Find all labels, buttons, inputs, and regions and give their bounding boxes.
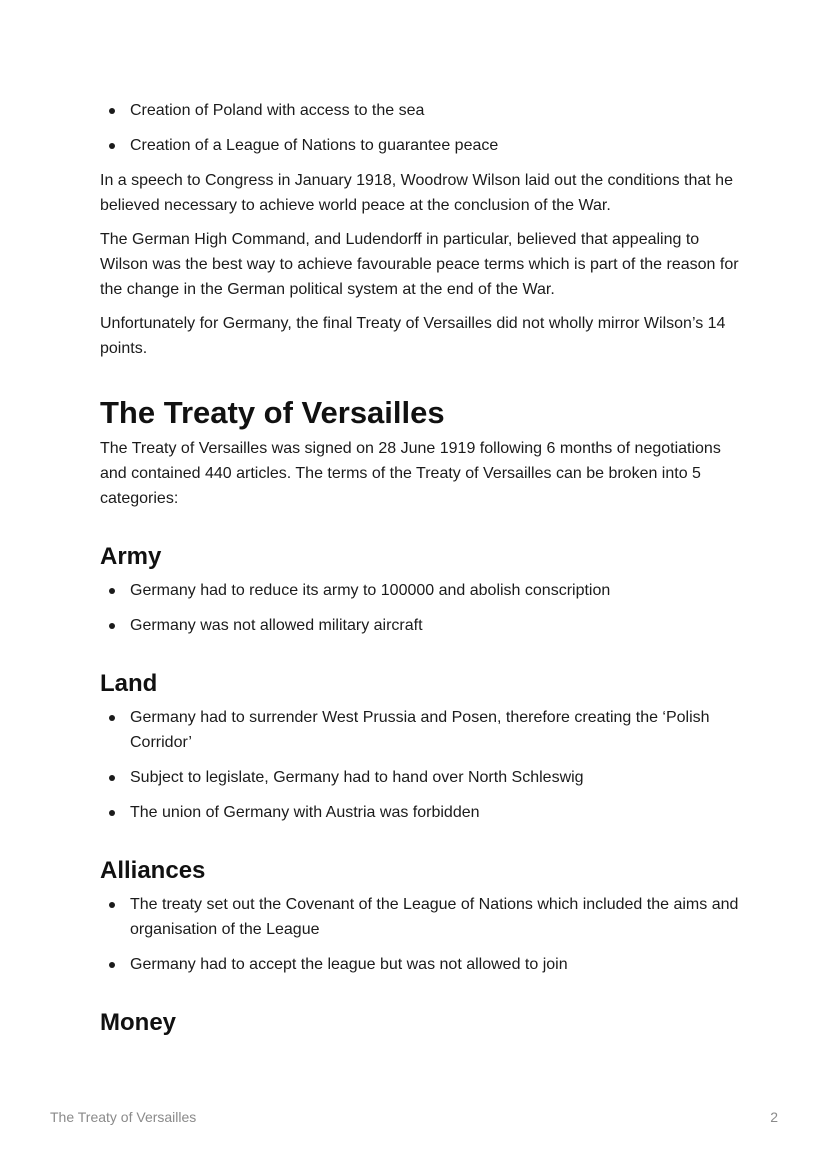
bullet-icon [109,143,115,149]
list-item: The union of Germany with Austria was forbidden [100,800,740,825]
bullet-icon [109,962,115,968]
bullet-icon [109,902,115,908]
subheading-money: Money [100,1009,177,1036]
bullet-icon [109,775,115,781]
list-item: Germany had to reduce its army to 100000 and abolish conscription [100,578,740,603]
land-bullet-list [100,705,740,825]
bullet-icon [109,715,115,721]
army-bullet-list [100,578,740,638]
intro-bullet-list [100,98,740,158]
document-body [100,98,740,1044]
bullet-icon [109,810,115,816]
list-item: Creation of a League of Nations to guarantee peace [100,133,740,158]
subheading-army: Army [100,543,162,570]
paragraph-treaty-mirror: Unfortunately for Germany, the final Treaty of Versailles did not wholly mirror Wilson’s 14 points. [100,315,726,357]
footer-document-title: The Treaty of Versailles [50,1109,197,1125]
list-item: Creation of Poland with access to the sea [100,98,740,123]
list-item: Germany was not allowed military aircraft [100,613,740,638]
alliances-bullet-list [100,892,740,977]
footer-page-number: 2 [770,1109,778,1125]
list-item: Subject to legislate, Germany had to hand over North Schleswig [100,765,740,790]
list-item: Germany had to accept the league but was not allowed to join [100,952,740,977]
list-item: Germany had to surrender West Prussia and Posen, therefore creating the ‘Polish Corridor’ [100,705,740,755]
list-item: The treaty set out the Covenant of the League of Nations which included the aims and organisation of the League [100,892,740,942]
paragraph-wilson-speech: In a speech to Congress in January 1918, Woodrow Wilson laid out the conditions that he believed necessary to achieve world peace at the conclusion of the War. [100,172,733,214]
bullet-icon [109,108,115,114]
bullet-icon [109,588,115,594]
paragraph-german-high-command: The German High Command, and Ludendorff in particular, believed that appealing to Wilson was the best way to achieve favourable peace terms which is part of the reason for the change in the German political system at the end of the War. [100,231,739,298]
subheading-land: Land [100,670,158,697]
paragraph-treaty-intro: The Treaty of Versailles was signed on 28 June 1919 following 6 months of negotiations and contained 440 articles. The terms of the Treaty of Versailles can be broken into 5 categories: [100,440,721,507]
bullet-icon [109,623,115,629]
subheading-alliances: Alliances [100,857,206,884]
section-heading-treaty: The Treaty of Versailles [100,395,445,430]
